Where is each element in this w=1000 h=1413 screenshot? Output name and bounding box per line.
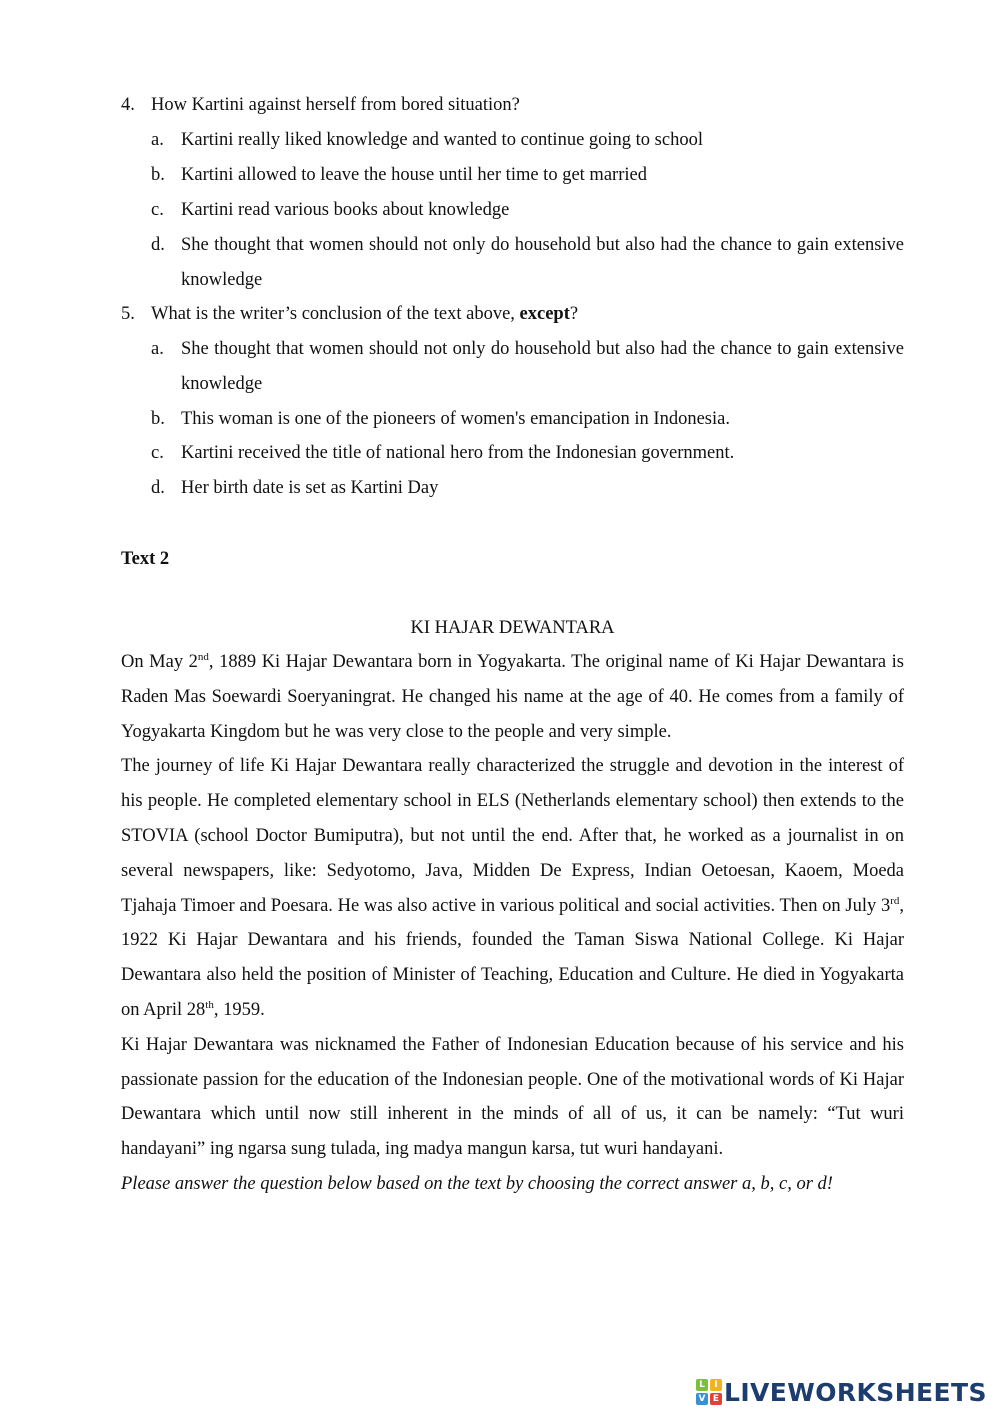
question-number: 5. [121, 304, 135, 324]
option-text: Kartini received the title of national hero from the Indonesian government. [181, 443, 735, 463]
option-letter: a. [151, 130, 164, 150]
paragraph-text: , 1959. [213, 999, 265, 1020]
question-4-option-a[interactable] [151, 123, 904, 158]
question-5-option-b[interactable] [151, 402, 904, 437]
option-letter: c. [151, 443, 164, 463]
logo-icon [696, 1379, 722, 1405]
question-number: 4. [121, 95, 135, 115]
option-letter: a. [151, 339, 164, 359]
option-text: She thought that women should not only do household but also had the chance to gain extensive knowledge [181, 339, 904, 394]
question-5-option-c[interactable] [151, 436, 904, 471]
option-text: Kartini really liked knowledge and wanted to continue going to school [181, 130, 703, 150]
ordinal-suffix: nd [197, 651, 209, 663]
question-text-end: ? [569, 304, 579, 324]
paragraph-1 [121, 645, 904, 749]
article-body [121, 645, 904, 1202]
logo-tile-e: E [710, 1393, 722, 1405]
section-label: Text 2 [121, 549, 170, 569]
option-letter: d. [151, 235, 165, 255]
logo-tile-v: V [696, 1393, 708, 1405]
logo-text: LIVEWORKSHEETS [724, 1377, 987, 1407]
question-5-option-d[interactable] [151, 471, 904, 506]
question-4-option-c[interactable] [151, 193, 904, 228]
paragraph-text: , 1922 Ki Hajar Dewantara and his friends, founded the Taman Siswa National College. Ki Hajar Dewantara also held the position of Minister of Teaching, Education and Culture. He died in Yogyakarta on April 28 [121, 895, 904, 1020]
question-4-option-d[interactable] [151, 228, 904, 298]
option-text: This woman is one of the pioneers of women's emancipation in Indonesia. [181, 409, 730, 429]
question-emphasis: except [519, 304, 570, 324]
paragraph-text: , 1889 Ki Hajar Dewantara born in Yogyakarta. The original name of Ki Hajar Dewantara is Raden Mas Soewardi Soeryaningrat. He changed his name at the age of 40. He comes from a family of Yogyakarta Kingdom but he was very close to the people and very simple. [121, 652, 904, 742]
article-title: KI HAJAR DEWANTARA [410, 618, 615, 638]
option-text: Kartini allowed to leave the house until her time to get married [181, 165, 647, 185]
option-letter: c. [151, 200, 164, 220]
paragraph-text: The journey of life Ki Hajar Dewantara really characterized the struggle and devotion in the interest of his people. He completed elementary school in ELS (Netherlands elementary school) then extends to the STOVIA (school Doctor Bumiputra), but not until the end. After that, he worked as a journalist in on several newspapers, like: Sedyotomo, Java, Midden De Express, Indian Oetoesan, Kaoem, Moeda Tjahaja Timoer and Poesara. He was also active in various political and social activities. Then on July 3 [121, 756, 904, 916]
question-5-option-a[interactable] [151, 332, 904, 402]
paragraph-3: Ki Hajar Dewantara was nicknamed the Father of Indonesian Education because of his service and his passionate passion for the education of the Indonesian people. One of the motivational words of Ki Hajar Dewantara which until now still inherent in the minds of all of us, it can be namely: “Tut wuri handayani” ing ngarsa sung tulada, ing madya mangun karsa, tut wuri handayani. [121, 1034, 904, 1160]
option-letter: b. [151, 409, 165, 429]
logo-tile-i: I [710, 1379, 722, 1391]
option-letter: b. [151, 165, 165, 185]
question-text: How Kartini against herself from bored situation? [151, 95, 520, 115]
option-text: Her birth date is set as Kartini Day [181, 478, 439, 498]
option-letter: d. [151, 478, 165, 498]
ordinal-suffix: th [205, 998, 214, 1011]
paragraph-2 [121, 749, 904, 1027]
question-4-option-b[interactable] [151, 158, 904, 193]
paragraph-text: On May 2 [121, 652, 198, 672]
liveworksheets-logo[interactable] [696, 1377, 987, 1407]
logo-tile-l: L [696, 1379, 708, 1391]
ordinal-suffix: rd [890, 894, 900, 907]
option-text: She thought that women should not only do household but also had the chance to gain extensive knowledge [181, 235, 904, 290]
question-text-part: What is the writer’s conclusion of the text above, [151, 304, 520, 324]
option-text: Kartini read various books about knowledge [181, 200, 510, 220]
question-text [151, 297, 578, 332]
instruction-text: Please answer the question below based on the text by choosing the correct answer a, b, c, or d! [121, 1173, 833, 1194]
